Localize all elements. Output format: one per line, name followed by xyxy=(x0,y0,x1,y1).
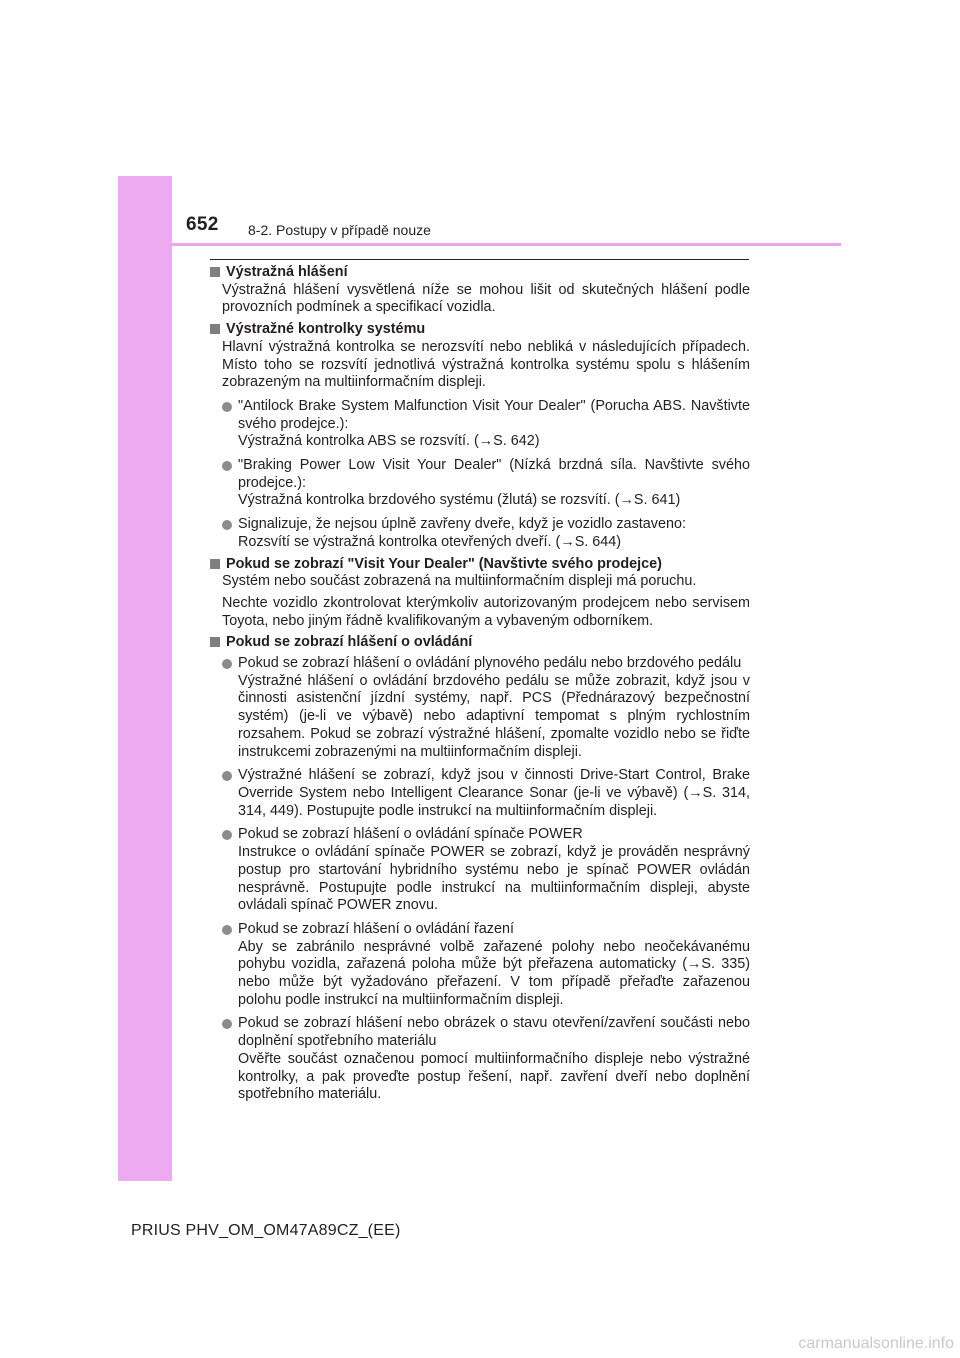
circle-bullet-icon xyxy=(222,771,232,781)
section-heading-text: Výstražné kontrolky systému xyxy=(226,321,426,338)
manual-code-footer: PRIUS PHV_OM_OM47A89CZ_(EE) xyxy=(131,1222,401,1239)
list-item xyxy=(222,921,750,1010)
section-heading xyxy=(208,556,750,574)
paragraph: Hlavní výstražná kontrolka se nerozsvítí nebo nebliká v následujících případech. Místo toho se rozsvítí jednotlivá výstražná kontrolka systému spolu s hlášením zobrazeným na multiinformačním displeji. xyxy=(222,338,750,391)
circle-bullet-icon xyxy=(222,830,232,840)
circle-bullet-icon xyxy=(222,1019,232,1029)
list-item xyxy=(222,457,750,510)
paragraph: Systém nebo součást zobrazená na multiinformačním displeji má poruchu. xyxy=(222,573,697,590)
list-item-text: Výstražné hlášení se zobrazí, když jsou v činnosti Drive-Start Control, Brake Override System nebo Intelligent Clearance Sonar (je-li ve výbavě) (→S. 314, 314, 449). Postupujte podle instrukcí na multiinformačním displeji. xyxy=(238,767,750,819)
circle-bullet-icon xyxy=(222,520,232,530)
section-title: 8-2. Postupy v případě nouze xyxy=(248,222,431,238)
section-heading-text: Pokud se zobrazí hlášení o ovládání xyxy=(226,634,473,651)
list-item-text: "Braking Power Low Visit Your Dealer" (Nízká brzdná síla. Navštivte svého prodejce.): xyxy=(238,457,750,491)
square-bullet-icon xyxy=(210,267,220,277)
square-bullet-icon xyxy=(210,559,220,569)
list-item-text: Pokud se zobrazí hlášení o ovládání spínače POWER xyxy=(238,826,583,843)
list-item-text: Výstražná kontrolka brzdového systému (žlutá) se rozsvítí. (→S. 641) xyxy=(238,492,681,509)
list-item-text: Rozsvítí se výstražná kontrolka otevřených dveří. (→S. 644) xyxy=(238,533,622,550)
circle-bullet-icon xyxy=(222,461,232,471)
list-item xyxy=(222,767,750,820)
list-item xyxy=(222,655,750,761)
list-item-text: Signalizuje, že nejsou úplně zavřeny dveře, když je vozidlo zastaveno: xyxy=(238,516,686,533)
paragraph: Nechte vozidlo zkontrolovat kterýmkoliv autorizovaným prodejcem nebo servisem Toyota, nebo jiným řádně kvalifikovaným a vybaveným odborníkem. xyxy=(222,594,750,629)
watermark-link[interactable]: carmanualsonline.info xyxy=(798,1335,954,1352)
square-bullet-icon xyxy=(210,637,220,647)
list-item-text: Pokud se zobrazí hlášení nebo obrázek o stavu otevření/zavření součásti nebo doplnění spotřebního materiálu xyxy=(238,1015,750,1050)
paragraph: Výstražná hlášení vysvětlená níže se mohou lišit od skutečných hlášení podle provozních podmínek a specifikací vozidla. xyxy=(222,281,750,316)
list-item xyxy=(222,1015,750,1104)
circle-bullet-icon xyxy=(222,402,232,412)
side-tab-band xyxy=(118,176,172,1181)
list-item xyxy=(222,826,750,915)
list-item-text: Výstražné hlášení o ovládání brzdového pedálu se může zobrazit, když jsou v činnosti asistenční jízdní systémy, např. PCS (Přednárazový bezpečnostní systém) (je-li ve výbavě) nebo adaptivní tempomat s plným rychlostním rozsahem. Pokud se zobrazí výstražné hlášení, zpomalte vozidlo nebo se řiďte instrukcemi zobrazenými na multiinformačním displeji. xyxy=(238,672,750,760)
list-item xyxy=(222,516,750,551)
page-content xyxy=(208,264,750,1104)
section-heading xyxy=(208,634,750,652)
section-heading-text: Pokud se zobrazí "Visit Your Dealer" (Navštivte svého prodejce) xyxy=(226,555,662,572)
list-item-text: Výstražná kontrolka ABS se rozsvítí. (→S. 642) xyxy=(238,433,540,450)
section-heading xyxy=(208,264,750,282)
circle-bullet-icon xyxy=(222,659,232,669)
circle-bullet-icon xyxy=(222,925,232,935)
list-item-text: Ověřte součást označenou pomocí multiinformačního displeje nebo výstražné kontrolky, a pak proveďte postup řešení, např. zavření dveří nebo doplnění spotřebního materiálu. xyxy=(238,1050,750,1103)
section-heading-text: Výstražná hlášení xyxy=(226,264,348,280)
section-heading xyxy=(208,321,750,339)
list-item-text: Pokud se zobrazí hlášení o ovládání plynového pedálu nebo brzdového pedálu xyxy=(238,655,742,672)
content-divider xyxy=(210,259,749,260)
list-item-text: Instrukce o ovládání spínače POWER se zobrazí, když je prováděn nesprávný postup pro startování hybridního systému nebo je spínač POWER ovládán nesprávně. Postupujte podle instrukcí na multiinformačním displeji, abyste ovládali spínač POWER znovu. xyxy=(238,844,750,914)
header-rule xyxy=(172,243,841,246)
square-bullet-icon xyxy=(210,324,220,334)
list-item xyxy=(222,398,750,451)
list-item-text: "Antilock Brake System Malfunction Visit Your Dealer" (Porucha ABS. Navštivte svého prodejce.): xyxy=(238,397,750,432)
list-item-text: Pokud se zobrazí hlášení o ovládání řazení xyxy=(238,920,514,937)
list-item-text: Aby se zabránilo nesprávné volbě zařazené polohy nebo neočekávanému pohybu vozidla, zařazená poloha může být přeřazena automaticky (→S. 335) nebo může být vyžadováno přeřazení. V tom případě přeřaďte zařazenou polohu podle instrukcí na multiinformačním displeji. xyxy=(238,938,750,1008)
page-number: 652 xyxy=(186,214,219,235)
